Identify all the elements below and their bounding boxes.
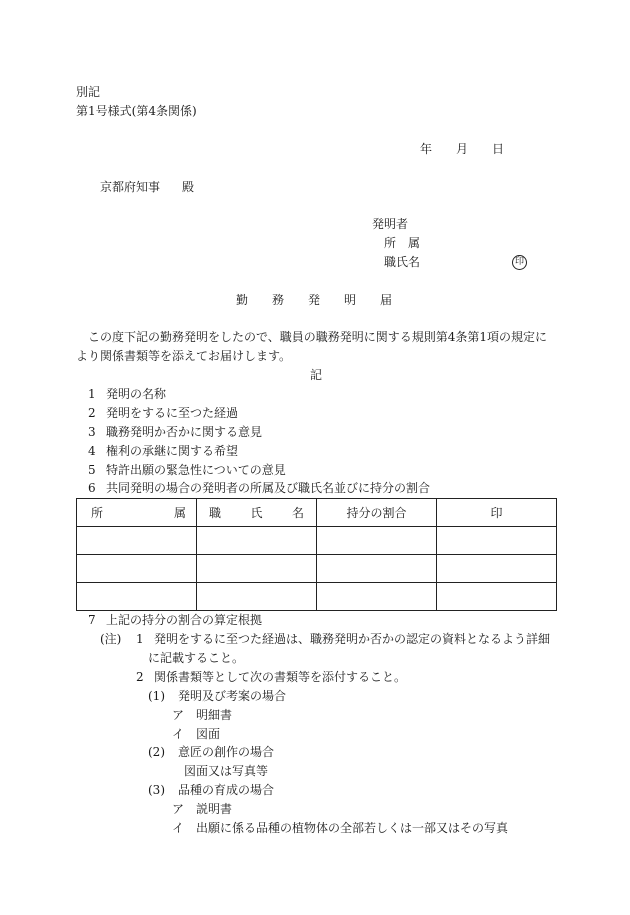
inventor-label: 発明者 — [372, 217, 409, 231]
title-char-4: 明 — [344, 293, 357, 307]
note-2-num: 2 — [136, 670, 144, 684]
table-cell[interactable] — [317, 583, 437, 611]
table-cell[interactable] — [437, 527, 557, 555]
body-line-1: この度下記の勤務発明をしたので、職員の職務発明に関する規則第4条第1項の規定に — [88, 330, 548, 344]
table-row — [77, 527, 557, 555]
item-7-num: 7 — [88, 613, 96, 627]
name-title-label: 職氏名 — [384, 255, 421, 269]
table-cell[interactable] — [77, 527, 197, 555]
header-seal: 印 — [437, 499, 557, 527]
sub-2-num: (2) — [148, 745, 165, 759]
header-name-c: 名 — [291, 505, 304, 520]
title-char-5: 届 — [380, 293, 393, 307]
sub-2-detail: 図面又は写真等 — [184, 764, 269, 778]
item-5-text: 特許出願の緊急性についての意見 — [106, 463, 286, 477]
item-4-num: 4 — [88, 444, 96, 458]
table-cell[interactable] — [77, 555, 197, 583]
table-row — [77, 583, 557, 611]
item-4-text: 権利の承継に関する希望 — [106, 444, 239, 458]
dept-label-a: 所 — [384, 236, 397, 250]
sub-3-text: 品種の育成の場合 — [178, 783, 275, 797]
title-char-3: 発 — [308, 293, 321, 307]
date-day: 日 — [492, 142, 505, 156]
header-dept-a: 所 — [91, 505, 104, 520]
date-year: 年 — [420, 142, 433, 156]
note-2-text: 関係書類等として次の書類等を添付すること。 — [154, 670, 407, 684]
addressee-honorific: 殿 — [182, 180, 195, 194]
sub-1-text: 発明及び考案の場合 — [178, 689, 287, 703]
dept-label-b: 属 — [408, 236, 421, 250]
sub-3-a-text: 説明書 — [196, 802, 233, 816]
body-line-2: より関係書類等を添えてお届けします。 — [76, 349, 292, 363]
header-name-b: 氏 — [250, 505, 263, 520]
note-1-num: 1 — [136, 632, 144, 646]
sub-3-num: (3) — [148, 783, 165, 797]
sub-1-num: (1) — [148, 689, 165, 703]
note-1-line-1: 発明をするに至つた経過は、職務発明か否かの認定の資料となるよう詳細 — [154, 632, 551, 646]
date-month: 月 — [456, 142, 469, 156]
title-char-1: 勤 — [236, 293, 249, 307]
notes-label: (注) — [100, 632, 122, 646]
table-header-row — [77, 499, 557, 527]
header-name-a: 職 — [209, 505, 222, 520]
addressee-name: 京都府知事 — [100, 180, 161, 194]
table-cell[interactable] — [197, 583, 317, 611]
ki-label: 記 — [310, 368, 323, 382]
sub-3-b-text: 出願に係る品種の植物体の全部若しくは一部又はその写真 — [196, 821, 509, 835]
item-5-num: 5 — [88, 463, 96, 477]
table-cell[interactable] — [197, 555, 317, 583]
table-cell[interactable] — [317, 527, 437, 555]
item-7-text: 上記の持分の割合の算定根拠 — [106, 613, 263, 627]
title-char-2: 務 — [272, 293, 285, 307]
sub-3-b-kana: イ — [172, 821, 185, 835]
header-share: 持分の割合 — [317, 499, 437, 527]
item-6-text: 共同発明の場合の発明者の所属及び職氏名並びに持分の割合 — [106, 481, 431, 495]
sub-1-a-kana: ア — [172, 708, 185, 722]
sub-2-text: 意匠の創作の場合 — [178, 745, 275, 759]
sub-1-b-text: 図面 — [196, 727, 221, 741]
item-2-num: 2 — [88, 406, 96, 420]
item-1-text: 発明の名称 — [106, 387, 167, 401]
header-name — [197, 499, 317, 527]
item-3-num: 3 — [88, 425, 96, 439]
sub-1-a-text: 明細書 — [196, 708, 233, 722]
header-dept-b: 属 — [173, 505, 186, 520]
form-number: 第1号様式(第4条関係) — [76, 104, 197, 118]
table-row — [77, 555, 557, 583]
table-cell[interactable] — [77, 583, 197, 611]
note-1-line-2: に記載すること。 — [148, 651, 245, 665]
table-cell[interactable] — [437, 555, 557, 583]
item-6-num: 6 — [88, 481, 96, 495]
item-3-text: 職務発明か否かに関する意見 — [106, 425, 263, 439]
share-table — [76, 498, 557, 611]
annex-label: 別記 — [76, 85, 101, 99]
item-2-text: 発明をするに至つた経過 — [106, 406, 239, 420]
item-1-num: 1 — [88, 387, 96, 401]
seal-mark — [512, 254, 527, 270]
table-cell[interactable] — [437, 583, 557, 611]
header-dept — [77, 499, 197, 527]
sub-1-b-kana: イ — [172, 727, 185, 741]
table-cell[interactable] — [197, 527, 317, 555]
sub-3-a-kana: ア — [172, 802, 185, 816]
seal-icon: 印 — [512, 255, 527, 270]
table-cell[interactable] — [317, 555, 437, 583]
